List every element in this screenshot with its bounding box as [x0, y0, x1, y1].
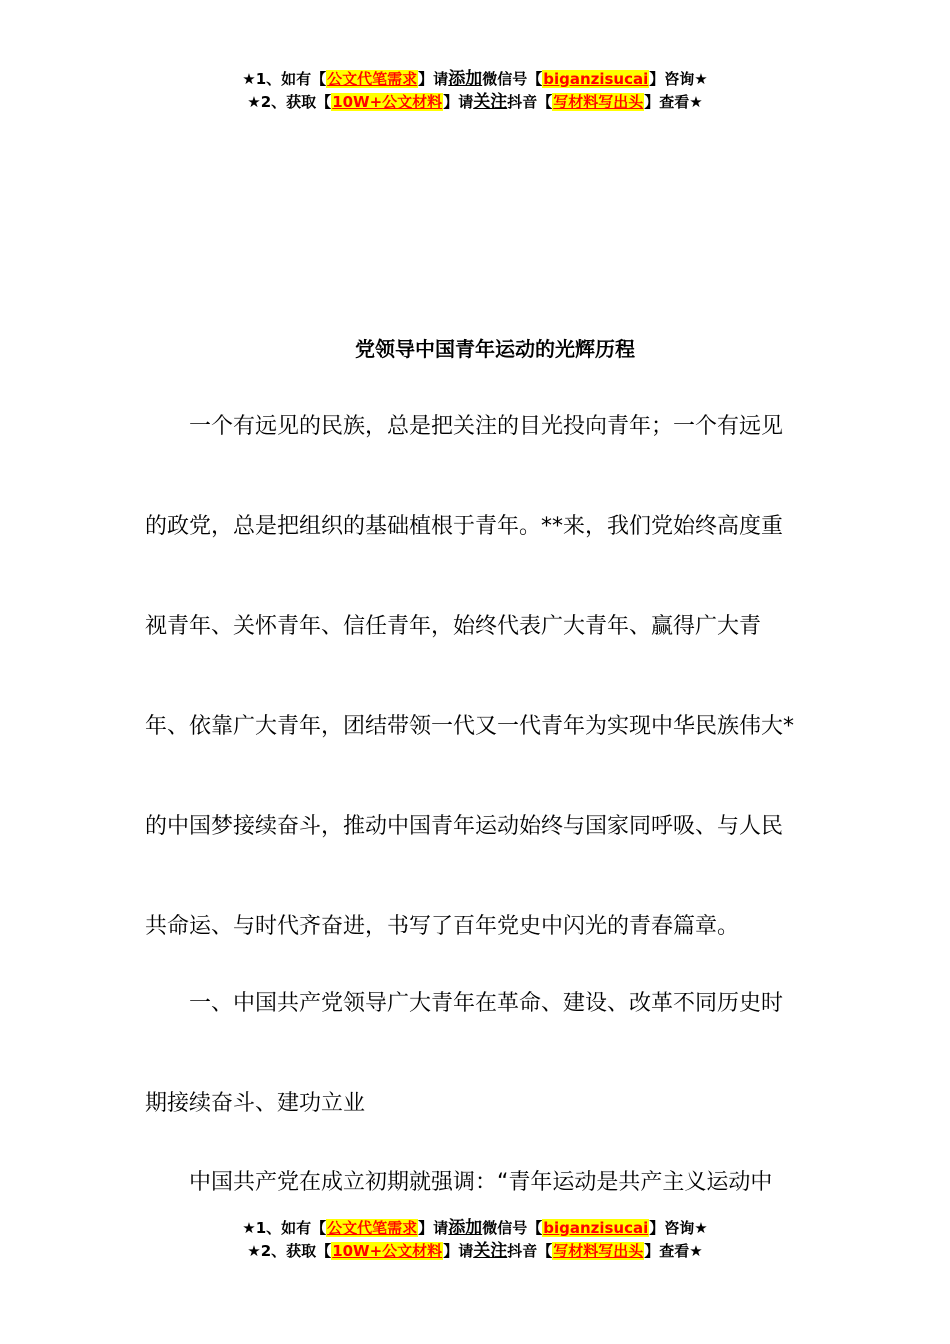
banner-text: 】查看★	[644, 1242, 703, 1260]
paragraph-line: 视青年、关怀青年、信任青年，始终代表广大青年、赢得广大青	[145, 614, 762, 639]
banner-highlight: 公文代笔需求	[327, 1219, 418, 1237]
banner-text: 】咨询★	[649, 1219, 708, 1237]
banner-text: ★2、获取【	[247, 1242, 332, 1260]
banner-text: 微信号【	[482, 70, 543, 88]
section-heading-line: 期接续奋斗、建功立业	[145, 1091, 366, 1116]
document-title: 党领导中国青年运动的光辉历程	[355, 337, 635, 361]
banner-text: 抖音【	[507, 93, 553, 111]
banner-text: ★2、获取【	[247, 93, 332, 111]
banner-text: ★1、如有【	[242, 70, 327, 88]
banner-highlight: 公文代笔需求	[327, 70, 418, 88]
banner-highlight: 写材料写出头	[553, 93, 644, 111]
banner-line-1	[0, 68, 950, 91]
paragraph-line: 中国共产党在成立初期就强调：“青年运动是共产主义运动中	[189, 1170, 773, 1195]
banner-text: 】请	[418, 70, 449, 88]
banner-highlight: 10W+公文材料	[332, 1242, 443, 1260]
paragraph-line: 年、依靠广大青年，团结带领一代又一代青年为实现中华民族伟大*	[145, 714, 795, 739]
banner-highlight: biganzisucai	[543, 70, 649, 88]
section-heading-line: 一、中国共产党领导广大青年在革命、建设、改革不同历史时	[189, 991, 784, 1016]
paragraph-line: 一个有远见的民族，总是把关注的目光投向青年；一个有远见	[189, 414, 784, 439]
banner-emphasis: 关注	[473, 92, 508, 112]
banner-text: ★1、如有【	[242, 1219, 327, 1237]
banner-text: 】请	[443, 1242, 474, 1260]
header-banner	[0, 68, 950, 114]
footer-banner	[0, 1217, 950, 1263]
paragraph-line: 的中国梦接续奋斗，推动中国青年运动始终与国家同呼吸、与人民	[145, 814, 784, 839]
banner-text: 微信号【	[482, 1219, 543, 1237]
banner-highlight: biganzisucai	[543, 1219, 649, 1237]
banner-emphasis: 添加	[448, 1218, 483, 1238]
banner-line-2	[0, 91, 950, 114]
banner-emphasis: 添加	[448, 69, 483, 89]
banner-text: 抖音【	[507, 1242, 553, 1260]
banner-text: 】查看★	[644, 93, 703, 111]
banner-text: 】请	[418, 1219, 449, 1237]
paragraph-line: 共命运、与时代齐奋进，书写了百年党史中闪光的青春篇章。	[145, 914, 740, 939]
banner-highlight: 10W+公文材料	[332, 93, 443, 111]
paragraph-line: 的政党，总是把组织的基础植根于青年。**来，我们党始终高度重	[145, 514, 784, 539]
banner-emphasis: 关注	[473, 1241, 508, 1261]
banner-text: 】咨询★	[649, 70, 708, 88]
banner-line-2	[0, 1240, 950, 1263]
banner-highlight: 写材料写出头	[553, 1242, 644, 1260]
banner-line-1	[0, 1217, 950, 1240]
banner-text: 】请	[443, 93, 474, 111]
